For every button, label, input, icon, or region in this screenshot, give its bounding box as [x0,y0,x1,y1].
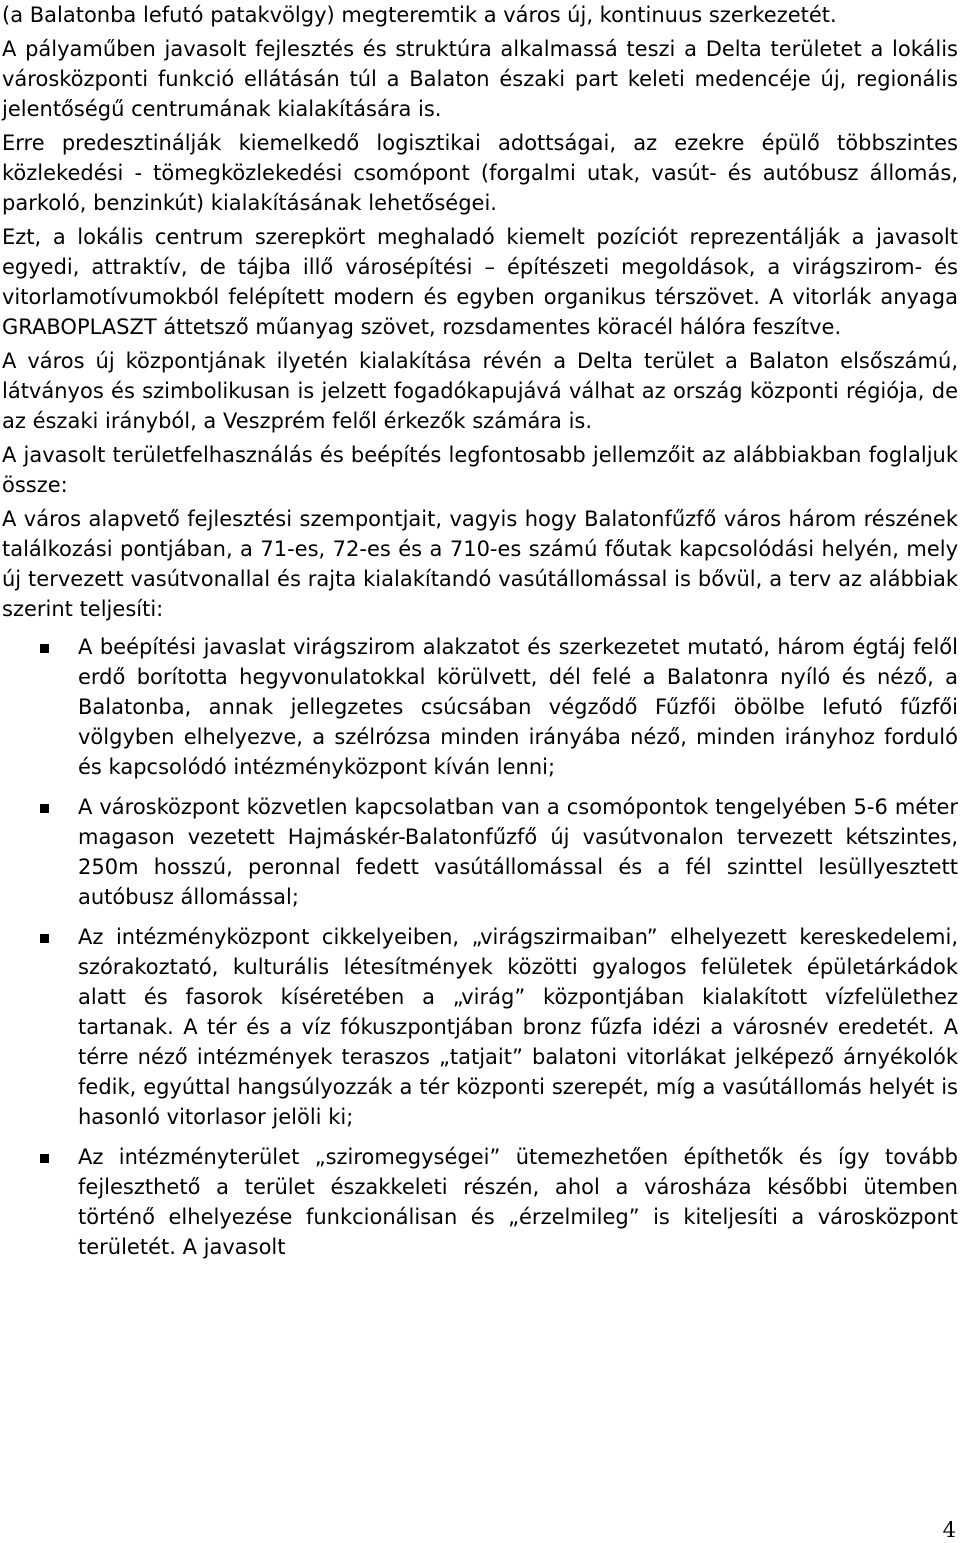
paragraph-logistics: Erre predesztinálják kiemelkedő logisztikai adottságai, az ezekre épülő többszintes közlekedési - tömegközlekedési csomópont (forgalmi utak, vasút- és autóbusz állomás, parkoló, benzinkút) kialakításának lehetőségei. [2,131,958,215]
list-item-text: A beépítési javaslat virágszirom alakzatot és szerkezetet mutató, három égtáj felől erdő borította hegyvonulatokkal körülvett, dél felé a Balatonra nyíló és néző, a Balatonba, annak jellegzetes csúcsában végződő Fűzfői öbölbe lefutó fűzfői völgyben elhelyezve, a szélrózsa minden irányába néző, minden irányhoz forduló és kapcsolódó intézményközpont kíván lenni; [78,635,958,779]
paragraph-summary-intro: A javasolt területfelhasználás és beépítés legfontosabb jellemzőit az alábbiakban foglaljuk össze: [2,443,958,497]
paragraph-architecture: Ezt, a lokális centrum szerepkört meghaladó kiemelt pozíciót reprezentálják a javasolt egyedi, attraktív, de tájba illő városépítési – építészeti megoldások, a virágszirom- és vitorlamotívumokból felépített modern és egyben organikus térszövet. A vitorlák anyaga GRABOPLASZT áttetsző műanyag szövet, rozsdamentes köracél hálóra feszítve. [2,225,958,339]
list-item-text: Az intézményközpont cikkelyeiben, „virágszirmaiban” elhelyezett kereskedelemi, szórakoztató, kulturális létesítmények közötti gyalogos felületek épületárkádok alatt és fasorok kíséretében a „virág” központjában kialakított vízfelülethez tartanak. A tér és a víz fókuszpontjában bronz fűzfa idézi a városnév eredetét. A térre néző intézmények teraszos „tatjait” balatoni vitorlákat jelképező árnyékolók fedik, egyúttal hangsúlyozzák a tér központi szerepét, míg a vasútállomás helyét is hasonló vitorlasor jelöli ki; [78,925,958,1129]
list-item [2,1142,958,1262]
list-item [2,792,958,912]
list-item-text: Az intézményterület „sziromegységei” ütemezhetően építhetők és így tovább fejleszthető a terület északkeleti részén, ahol a városháza későbbi ütemben történő elhelyezése funkcionálisan és „érzelmileg” is kiteljesíti a városközpont területét. A javasolt [78,1145,958,1259]
page-number: 4 [942,1518,956,1542]
list-item-text: A városközpont közvetlen kapcsolatban van a csomópontok tengelyében 5-6 méter magason vezetett Hajmáskér-Balatonfűzfő új vasútvonalon tervezett kétszintes, 250m hosszú, peronnal fedett vasútállomással és a fél szinttel lesüllyesztett autóbusz állomással; [78,795,958,909]
bullet-list [2,632,958,1262]
square-bullet-icon [40,804,49,813]
square-bullet-icon [40,644,49,653]
paragraph-development-aspects: A város alapvető fejlesztési szempontjait, vagyis hogy Balatonfűzfő város három részének találkozási pontjában, a 71-es, 72-es és a 710-es számú főutak kapcsolódási helyén, mely új tervezett vasútvonallal és rajta kialakítandó vasútállomással is bővül, a terv az alábbiak szerint teljesíti: [2,507,958,621]
paragraph-intro-continuation: (a Balatonba lefutó patakvölgy) megteremtik a város új, kontinuus szerkezetét. [2,3,837,27]
square-bullet-icon [40,1154,49,1163]
list-item [2,632,958,782]
square-bullet-icon [40,934,49,943]
paragraph-regional-center: A pályaműben javasolt fejlesztés és struktúra alkalmassá teszi a Delta területet a lokális városközponti funkció ellátásán túl a Balaton északi part keleti medencéje új, regionális jelentőségű centrumának kialakítására is. [2,37,958,121]
list-item [2,922,958,1132]
paragraph-gateway: A város új központjának ilyetén kialakítása révén a Delta terület a Balaton elsőszámú, látványos és szimbolikusan is jelzett fogadókapujává válhat az ország központi régiója, de az északi irányból, a Veszprém felől érkezők számára is. [2,349,958,433]
